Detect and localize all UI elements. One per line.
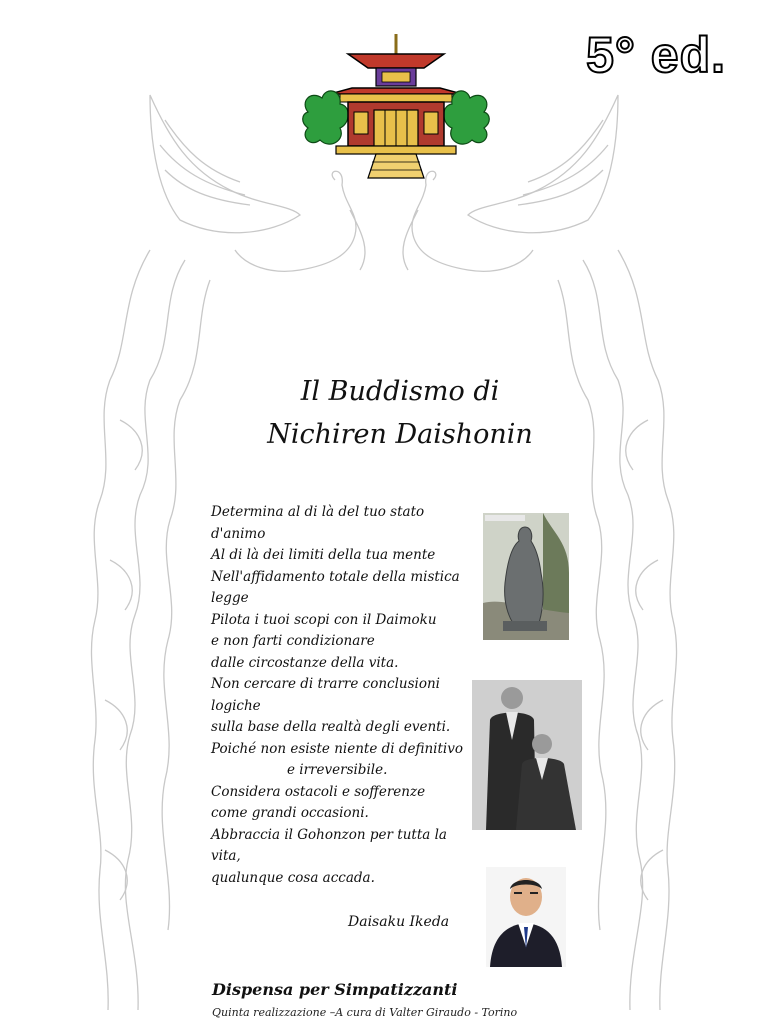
- poem-line: Non cercare di trarre conclusioni: [211, 676, 440, 692]
- poem-line: logiche: [211, 697, 261, 714]
- credits-line: Quinta realizzazione –A cura di Valter Giraudo - Torino: [212, 1006, 518, 1019]
- poem-line: e non farti condizionare: [211, 633, 375, 649]
- poem-line: d'animo: [211, 525, 266, 542]
- poem-line: qualunque cosa accada.: [211, 869, 375, 886]
- poem-text: [211, 502, 476, 889]
- ikeda-portrait-photo: [486, 867, 566, 967]
- poem-line: Poiché non esiste niente di definitivo: [211, 740, 463, 757]
- poem-line: Abbraccia il Gohonzon per tutta la: [211, 826, 447, 843]
- poem-line: Determina al di là del tuo stato: [211, 504, 425, 520]
- poem-line: Nell'affidamento totale della mistica: [211, 568, 460, 585]
- poem-line: dalle circostanze della vita.: [211, 654, 399, 671]
- pagoda-temple-icon: [300, 32, 492, 180]
- poem-line: Pilota i tuoi scopi con il Daimoku: [211, 611, 437, 628]
- edition-label: 5° ed.: [586, 27, 726, 83]
- poem-line: sulla base della realtà degli eventi.: [211, 719, 451, 735]
- statue-photo: [483, 513, 569, 640]
- poem-line: vita,: [211, 848, 241, 864]
- poem-line: come grandi occasioni.: [211, 805, 369, 821]
- title-line-2: Nichiren Daishonin: [267, 419, 533, 450]
- poem-line: Al di là dei limiti della tua mente: [211, 547, 436, 563]
- title-line-1: Il Buddismo di: [300, 376, 500, 407]
- author-signature: Daisaku Ikeda: [348, 914, 450, 930]
- dispensa-heading: Dispensa per Simpatizzanti: [212, 980, 458, 999]
- poem-line: e irreversibile.: [287, 762, 388, 778]
- poem-line: legge: [211, 590, 249, 606]
- poem-line: Considera ostacoli e sofferenze: [211, 783, 426, 800]
- two-men-photo: [472, 680, 582, 830]
